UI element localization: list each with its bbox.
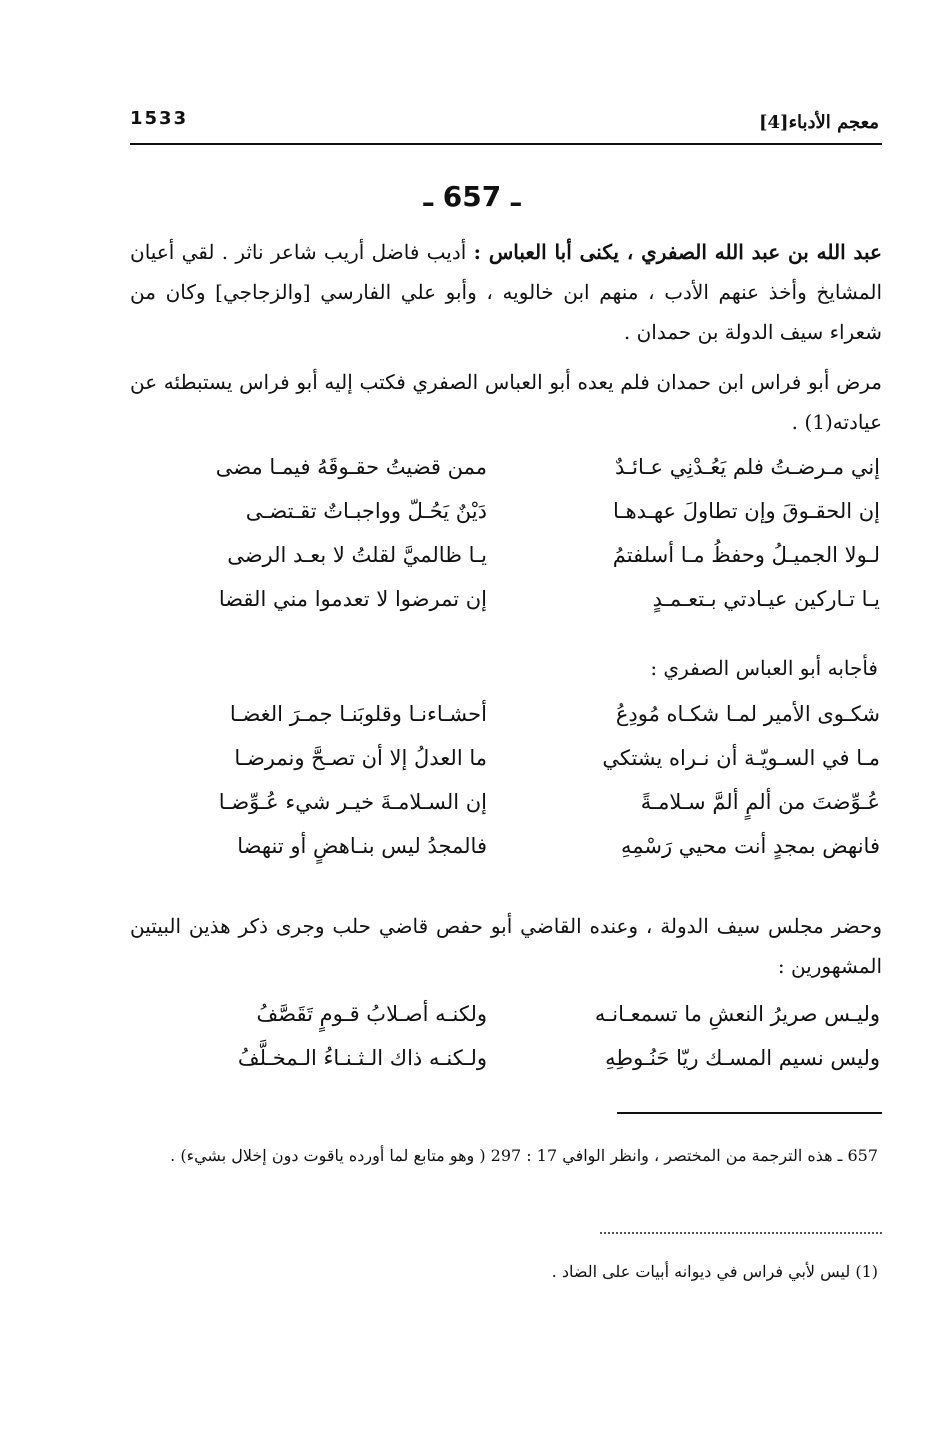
verse-first-hemistich: عُـوِّضتَ من ألمٍ ألمَّ سـلامـةً: [640, 790, 880, 814]
verse: [130, 736, 882, 780]
verse-second-hemistich: ما العدلُ إلا أن تصـحَّ ونمرضـا: [234, 746, 487, 770]
verse-second-hemistich: دَيْنٌ يَحُـلّ وواجبـاتٌ تقـتضـى: [245, 499, 487, 523]
running-title: معجم الأدباء[4]: [758, 112, 879, 133]
intro-paragraph: [130, 232, 882, 352]
paragraph-sayf-majlis: وحضر مجلس سيف الدولة ، وعنده القاضي أبو حفص قاضي حلب وجرى ذكر هذين البيتين المشهورين :: [130, 914, 882, 978]
footnote-1: (1) ليس لأبي فراس في ديوانه أبيات على الضاد .: [551, 1262, 878, 1281]
verse-first-hemistich: إني مـرضـتُ فلم يَعُـدْنِي عـائـدٌ: [614, 455, 880, 479]
verse: [130, 692, 882, 736]
verse-first-hemistich: وليـس صريرُ النعشِ ما تسمعـانـه: [594, 1002, 880, 1026]
paragraph-illness: مرض أبو فراس ابن حمدان فلم يعده أبو العباس الصفري فكتب إليه أبو فراس يستبطئه عن عيادته(1) .: [130, 370, 882, 434]
verse-second-hemistich: إن السـلامـةَ خيـر شيء عُـوِّضـا: [218, 790, 487, 814]
verse-second-hemistich: يـا ظالميَّ لقلتُ لا بعـد الرضى: [227, 543, 487, 567]
verse-first-hemistich: يـا تـاركين عيـادتي بـتعـمـدٍ: [652, 587, 880, 611]
verse: [130, 445, 882, 489]
reply-intro: فأجابه أبو العباس الصفري :: [650, 656, 878, 680]
verse: [130, 992, 882, 1036]
verse: [130, 533, 882, 577]
verse-second-hemistich: إن تمرضوا لا تعدموا مني القضا: [218, 587, 487, 611]
verse: [130, 824, 882, 868]
verse-first-hemistich: لـولا الجميـلُ وحفظُ مـا أسلفتمُ: [612, 543, 880, 567]
poem-famous-verses: [130, 992, 882, 1080]
verse-first-hemistich: فانهض بمجدٍ أنت محيي رَسْمِهِ: [620, 834, 880, 858]
verse-second-hemistich: ولكنـه أصـلابُ قـومٍ تَقَصَّفُ: [256, 1002, 487, 1026]
footnote-source: 657 ـ هذه الترجمة من المختصر ، وانظر الوافي 17 : 297 ( وهو متابع لما أورده ياقوت دون إخلال بشيء) .: [170, 1146, 878, 1165]
verse-first-hemistich: شكـوى الأمير لمـا شكـاه مُودِعُ: [615, 702, 880, 726]
verse-first-hemistich: إن الحقـوقَ وإن تطاولَ عهـدهـا: [613, 499, 880, 523]
verse: [130, 1036, 882, 1080]
verse-second-hemistich: ممن قضيتُ حقـوقَهُ فيمـا مضى: [215, 455, 487, 479]
verse: [130, 780, 882, 824]
footnote-dotted-separator: [600, 1232, 882, 1234]
verse-first-hemistich: وليس نسيم المسـك ريّا حَنُـوطِهِ: [605, 1046, 880, 1070]
poem-safari-reply: [130, 692, 882, 868]
verse-first-hemistich: مـا في السـويّـة أن نـراه يشتكي: [602, 746, 880, 770]
verse-second-hemistich: ولـكنـه ذاك الـثـنـاءُ الـمخـلَّفُ: [237, 1046, 487, 1070]
intro-text: أديب فاضل أريب شاعر ناثر . لقي أعيان المشايخ وأخذ عنهم الأدب ، منهم ابن خالويه ، وأبو علي الفارسي [والزجاجي] وكان من شعراء سيف الدولة بن حمدان .: [130, 240, 882, 344]
page-number: 1533: [130, 108, 189, 129]
verse-second-hemistich: أحشـاءنـا وقلوبَنـا جمـرَ الغضـا: [229, 702, 487, 726]
footnote-rule: [617, 1112, 882, 1114]
verse: [130, 489, 882, 533]
entry-name: عبد الله بن عبد الله الصفري ، يكنى أبا العباس :: [473, 240, 882, 264]
entry-number: ـ 657 ـ: [423, 180, 521, 213]
verse: [130, 577, 882, 621]
poem-abu-firas: [130, 445, 882, 621]
verse-second-hemistich: فالمجدُ ليس بنـاهضٍ أو تنهضا: [237, 834, 487, 858]
header-rule: [130, 143, 882, 145]
